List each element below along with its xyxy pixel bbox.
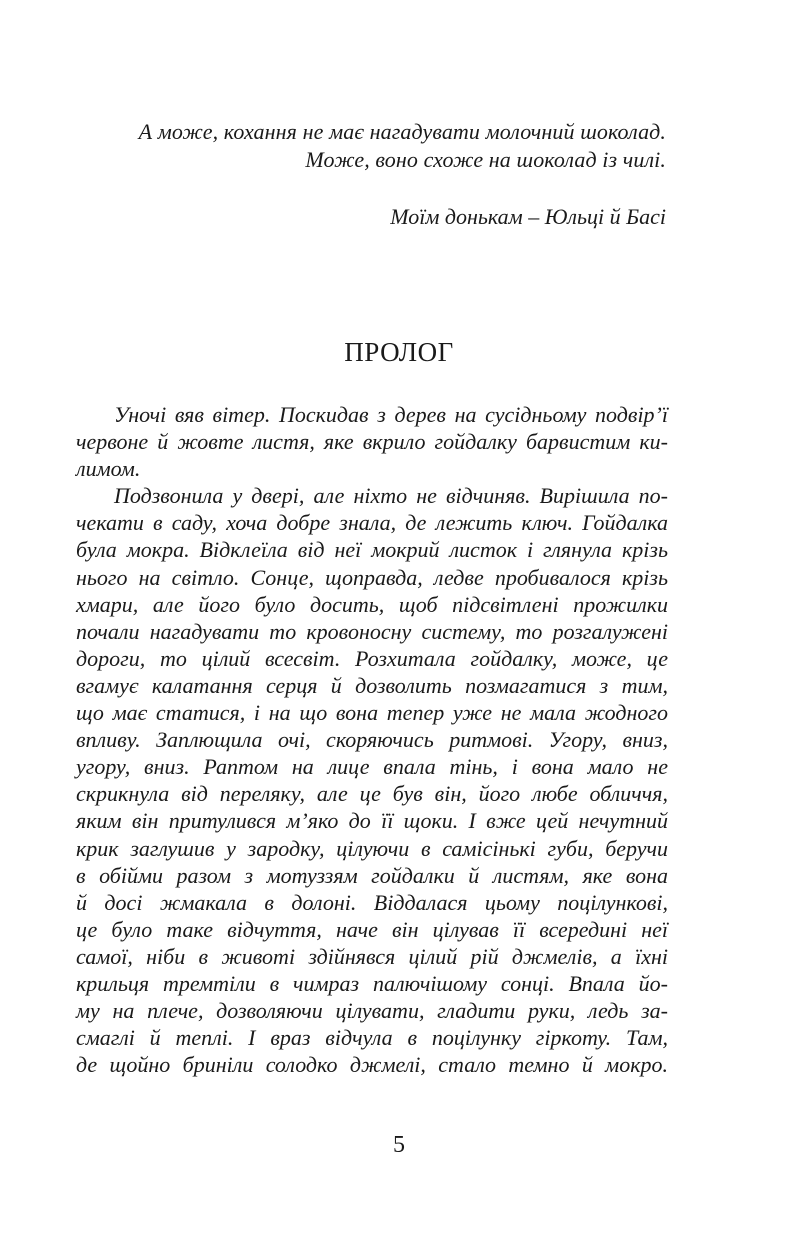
body-text — [76, 401, 668, 1078]
page-number: 5 — [393, 1132, 405, 1158]
text-line: лимом. — [76, 456, 141, 482]
text-line: смаглі й теплі. І враз відчула в поцілунку гіркоту. Там, — [76, 1025, 668, 1051]
dedication: Моїм донькам – Юльці й Басі — [390, 204, 666, 229]
text-line: червоне й жовте листя, яке вкрило гойдалку барвистим ки- — [76, 429, 668, 455]
text-line: Уночі вяв вітер. Поскидав з дерев на сусідньому подвір’ї — [114, 402, 668, 427]
text-line: хмари, але його було досить, щоб підсвітлені прожилки — [76, 591, 668, 617]
text-line: чекати в саду, хоча добре знала, де лежить ключ. Гойдалка — [76, 510, 668, 536]
text-line: крильця тремтіли в чимраз палючішому сонці. Впала йо- — [76, 970, 668, 996]
text-line: почали нагадувати то кровоносну систему, то розгалужені — [76, 618, 668, 644]
text-line: й досі жмакала в долоні. Віддалася цьому поцілункові, — [76, 889, 668, 915]
epigraph-line: Може, воно схоже на шоколад із чилі. — [305, 147, 666, 172]
text-line: що має статися, і на що вона тепер уже не мала жодного — [76, 700, 668, 726]
text-line: була мокра. Відклеїла від неї мокрий листок і глянула крізь — [76, 537, 668, 563]
text-line: дороги, то цілий всесвіт. Розхитала гойдалку, може, це — [76, 645, 668, 671]
text-line: нього на світло. Сонце, щоправда, ледве пробивалося крізь — [76, 564, 668, 590]
text-line: вгамує калатання серця й дозволить позмагатися з тим, — [76, 672, 668, 698]
text-line: угору, вниз. Раптом на лице впала тінь, і вона мало не — [76, 754, 668, 780]
text-line: самої, ніби в животі здійнявся цілий рій джмелів, а їхні — [76, 943, 668, 969]
text-line: Подзвонила у двері, але ніхто не відчиняв. Вирішила по- — [114, 483, 668, 509]
epigraph-line: А може, кохання не має нагадувати молочний шоколад. — [138, 119, 666, 144]
text-line: де щойно бриніли солодко джмелі, стало темно й мокро. — [76, 1052, 668, 1078]
chapter-title: ПРОЛОГ — [344, 337, 454, 367]
text-line: скрикнула від переляку, але це був він, його любе обличчя, — [76, 781, 668, 807]
text-line: це було таке відчуття, наче він цілував її всередині неї — [76, 916, 668, 942]
text-line: яким він притулився м’яко до її щоки. І вже цей нечутний — [76, 808, 668, 834]
text-line: в обійми разом з мотуззям гойдалки й листям, яке вона — [76, 862, 668, 888]
text-line: му на плече, дозволяючи цілувати, гладити руки, ледь за- — [76, 998, 668, 1024]
text-line: впливу. Заплющила очі, скоряючись ритмові. Угору, вниз, — [76, 727, 668, 753]
epigraph — [120, 118, 666, 174]
text-line: крик заглушив у зародку, цілуючи в самісінькі губи, беручи — [76, 835, 668, 861]
